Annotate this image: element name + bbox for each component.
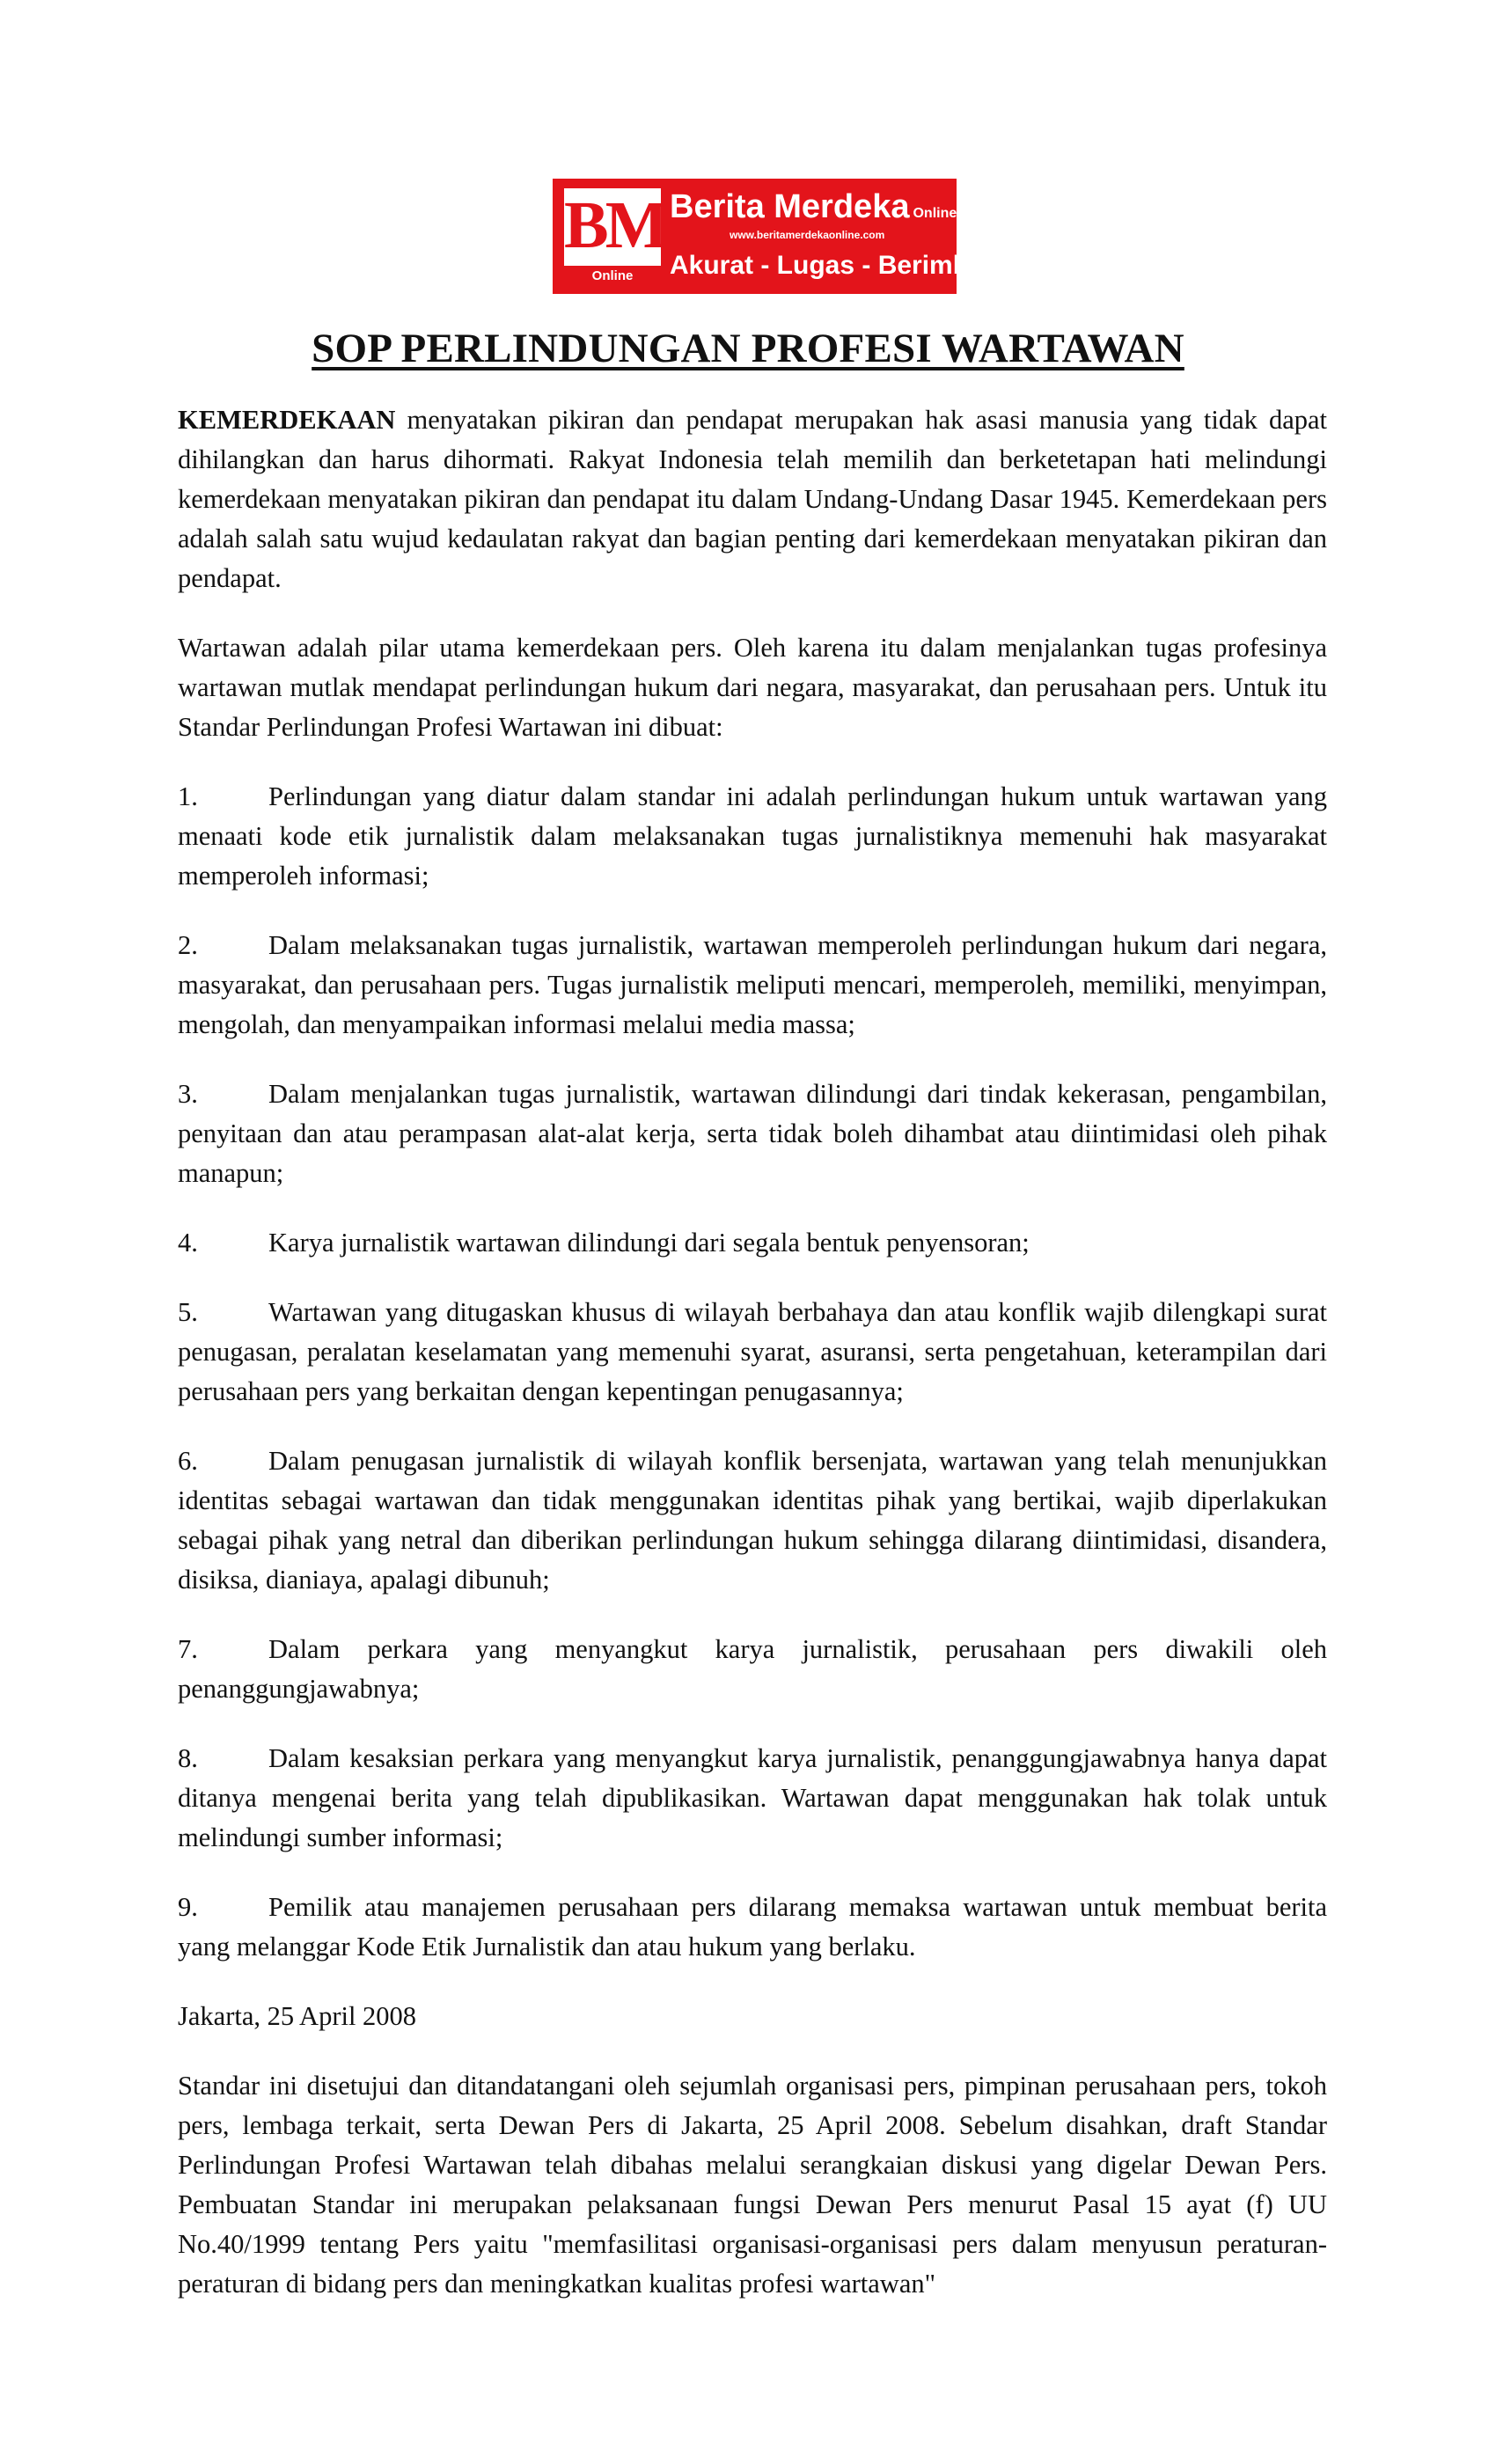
document-body [178,400,1327,2334]
list-item-text: Pemilik atau manajemen perusahaan pers dilarang memaksa wartawan untuk membuat berita yang melanggar Kode Etik Jurnalistik dan atau hukum yang berlaku. [178,1892,1327,1962]
list-item-number: 2. [178,930,198,960]
list-item [178,1630,1327,1709]
list-item-number: 6. [178,1446,198,1476]
list-item [178,1074,1327,1193]
list-item [178,926,1327,1045]
list-item-text: Dalam menjalankan tugas jurnalistik, wartawan dilindungi dari tindak kekerasan, pengambilan, penyitaan dan atau perampasan alat-alat kerja, serta tidak boleh dihambat atau diintimidasi oleh pihak manapun; [178,1079,1327,1188]
logo-tagline: Akurat - Lugas - Berimbang [670,251,1016,280]
list-item-text: Wartawan yang ditugaskan khusus di wilayah berbahaya dan atau konflik wajib dilengkapi surat penugasan, peralatan keselamatan yang memenuhi syarat, asuransi, serta pengetahuan, keterampilan dari perusahaan pers yang berkaitan dengan kepentingan penugasannya; [178,1297,1327,1406]
logo-url: www.beritamerdekaonline.com [730,229,885,241]
list-item-number: 5. [178,1297,198,1327]
berita-merdeka-logo [553,179,1016,294]
list-item-number: 9. [178,1892,198,1922]
list-item-number: 3. [178,1079,198,1109]
list-item-number: 7. [178,1634,198,1664]
list-item [178,777,1327,896]
list-item-text: Karya jurnalistik wartawan dilindungi dari segala bentuk penyensoran; [268,1228,1030,1258]
list-item-text: Dalam penugasan jurnalistik di wilayah konflik bersenjata, wartawan yang telah menunjukkan identitas sebagai wartawan dan tidak menggunakan identitas pihak yang bertikai, wajib diperlakukan sebagai pihak yang netral dan diberikan perlindungan hukum sehingga dilarang diintimidasi, disandera, disiksa, dianiaya, apalagi dibunuh; [178,1446,1327,1595]
date-line: Jakarta, 25 April 2008 [178,2001,417,2031]
list-item [178,1441,1327,1600]
list-item-number: 1. [178,781,198,811]
logo-name [670,187,957,234]
closing-paragraph: Standar ini disetujui dan ditandatangani oleh sejumlah organisasi pers, pimpinan perusahaan pers, tokoh pers, lembaga terkait, serta Dewan Pers di Jakarta, 25 April 2008. Sebelum disahkan, draft Standar Perlindungan Profesi Wartawan telah dibahas melalui serangkaian diskusi yang digelar Dewan Pers. Pembuatan Standar ini merupakan pelaksanaan fungsi Dewan Pers menurut Pasal 15 ayat (f) UU No.40/1999 tentang Pers yaitu "memfasilitasi organisasi-organisasi pers dalam menyusun peraturan-peraturan di bidang pers dan meningkatkan kualitas profesi wartawan" [178,2071,1327,2299]
document-title: SOP PERLINDUNGAN PROFESI WARTAWAN [312,326,1184,371]
list-item-text: Dalam melaksanakan tugas jurnalistik, wartawan memperoleh perlindungan hukum dari negara, masyarakat, dan perusahaan pers. Tugas jurnalistik meliputi mencari, memperoleh, memiliki, menyimpan, mengolah, dan menyampaikan informasi melalui media massa; [178,930,1327,1039]
list-item [178,1888,1327,1967]
bm-logo-mark [564,188,665,287]
numbered-list [178,777,1327,1967]
list-item-number: 8. [178,1743,198,1773]
list-item [178,1223,1327,1263]
intro-lead: KEMERDEKAAN [178,405,396,435]
intro-paragraph [178,400,1327,598]
list-item-text: Dalam perkara yang menyangkut karya jurnalistik, perusahaan pers diwakili oleh penanggungjawabnya; [178,1634,1327,1704]
intro-text: menyatakan pikiran dan pendapat merupakan hak asasi manusia yang tidak dapat dihilangkan dan harus dihormati. Rakyat Indonesia telah memilih dan berketetapan hati melindungi kemerdekaan menyatakan pikiran dan pendapat itu dalam Undang-Undang Dasar 1945. Kemerdekaan pers adalah salah satu wujud kedaulatan rakyat dan bagian penting dari kemerdekaan menyatakan pikiran dan pendapat. [178,405,1327,593]
logo-name-suffix: Online [913,206,957,221]
logo-mark-text: BM [564,188,665,262]
logo-name-text: Berita Merdeka [670,188,910,225]
list-item-text: Perlindungan yang diatur dalam standar ini adalah perlindungan hukum untuk wartawan yang menaati kode etik jurnalistik dalam melaksanakan tugas jurnalistiknya memenuhi hak masyarakat memperoleh informasi; [178,781,1327,891]
list-item-text: Dalam kesaksian perkara yang menyangkut karya jurnalistik, penanggungjawabnya hanya dapat ditanya mengenai berita yang telah dipublikasikan. Wartawan dapat menggunakan hak tolak untuk melindungi sumber informasi; [178,1743,1327,1852]
list-item-number: 4. [178,1228,198,1258]
list-item [178,1293,1327,1412]
logo-mark-sub: Online [564,266,661,287]
intro-paragraph-2: Wartawan adalah pilar utama kemerdekaan pers. Oleh karena itu dalam menjalankan tugas profesinya wartawan mutlak mendapat perlindungan hukum dari negara, masyarakat, dan perusahaan pers. Untuk itu Standar Perlindungan Profesi Wartawan ini dibuat: [178,633,1327,742]
list-item [178,1739,1327,1858]
